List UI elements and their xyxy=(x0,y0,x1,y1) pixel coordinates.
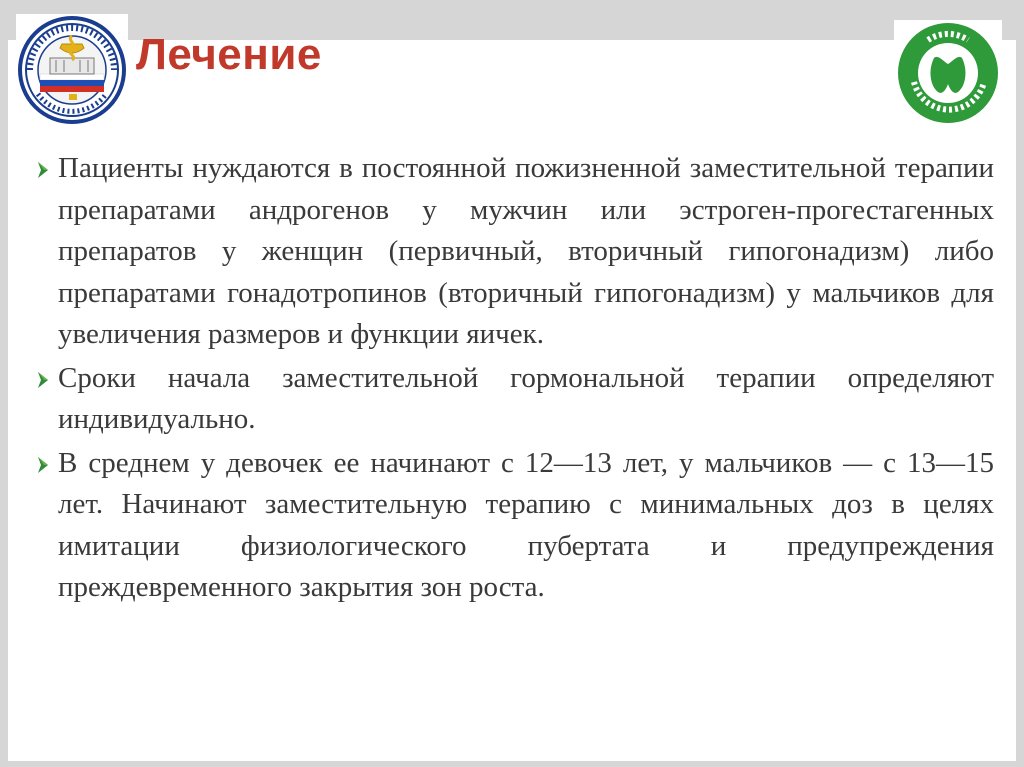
bullet-arrow-icon xyxy=(32,148,56,189)
bullet-item xyxy=(32,443,994,609)
bullet-text: Сроки начала заместительной гормональной терапии определяют индивидуально. xyxy=(58,361,994,435)
bullet-text: Пациенты нуждаются в постоянной пожизненной заместительной терапии препаратами андрогенов у мужчин или эстроген-прогестагенных препаратов у женщин (первичный, вторичный гипогонадизм) либо препаратами гонадотропинов (вторичный гипогонадизм) у мальчиков для увеличения размеров и функции яичек. xyxy=(58,152,994,350)
bullet-arrow-icon xyxy=(32,358,56,399)
logo-left xyxy=(16,14,128,126)
slide-title: Лечение xyxy=(136,30,322,79)
frame-right xyxy=(1016,0,1024,767)
frame-bottom xyxy=(0,761,1024,767)
bullet-list xyxy=(32,148,994,611)
university-emblem-icon xyxy=(16,14,128,126)
bullet-arrow-icon xyxy=(32,443,56,484)
department-logo-icon xyxy=(894,20,1002,126)
bullet-text: В среднем у девочек ее начинают с 12—13 лет, у мальчиков — с 13—15 лет. Начинают заместительную терапию с минимальных доз в целях имитации физиологического пубертата и предупреждения преждевременного закрытия зон роста. xyxy=(58,446,994,603)
logo-right xyxy=(894,20,1002,126)
frame-left xyxy=(0,0,8,767)
bullet-item xyxy=(32,358,994,441)
bullet-item xyxy=(32,148,994,356)
